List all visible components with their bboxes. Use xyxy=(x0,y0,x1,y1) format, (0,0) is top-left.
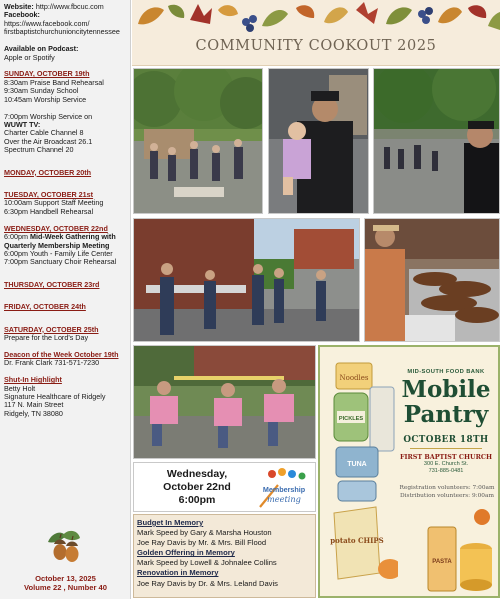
membership-meeting-badge xyxy=(256,467,312,509)
facebook-link[interactable]: https://www.facebook.com/ xyxy=(4,19,90,28)
memorial-entry: Mark Speed by Lowell & Johnalee Collins xyxy=(137,558,277,568)
cookout-photo-food-table xyxy=(364,218,500,342)
facebook-link-cont[interactable]: firstbaptistchurchunioncitytennessee xyxy=(4,28,120,37)
meeting-datetime xyxy=(138,468,256,508)
schedule-item-bold: Quarterly Membership Meeting xyxy=(4,241,110,250)
podcast-label: Available on Podcast: xyxy=(4,45,79,54)
schedule-item: Prepare for the Lord's Day xyxy=(4,333,89,342)
meeting-announcement xyxy=(133,462,316,512)
deacon-name: Dr. Frank Clark 731-571-7230 xyxy=(4,359,100,368)
budget-heading: Budget In Memory xyxy=(137,518,204,527)
noodles-label: Noodles xyxy=(339,374,369,382)
website-link[interactable]: http://www.fbcuc.com xyxy=(35,3,104,11)
podcast-services: Apple or Spotify xyxy=(4,53,55,62)
schedule-item: 7:00pm Sanctuary Choir Rehearsal xyxy=(4,258,117,267)
shutin-line: Signature Healthcare of Ridgely xyxy=(4,393,106,401)
cookout-photo-serving xyxy=(133,218,360,342)
pasta-label: PASTA xyxy=(432,559,452,565)
facebook-label: Facebook: xyxy=(4,11,40,20)
pantry-church: FIRST BAPTIST CHURCH xyxy=(399,453,493,461)
shutin-line: 117 N. Main Street xyxy=(4,401,64,410)
pantry-title-line2: Pantry xyxy=(403,401,489,428)
schedule-time: 6:00pm xyxy=(4,233,28,242)
deacon-heading: Deacon of the Week October 19th xyxy=(4,350,119,359)
registration-time: Registration volunteers: 7:00am xyxy=(399,485,495,491)
website-label: Website: xyxy=(4,3,34,11)
pantry-title-line1: Mobile xyxy=(401,376,491,403)
chips-label: potato CHIPS xyxy=(330,536,384,545)
autumn-leaves-decoration xyxy=(132,0,500,40)
schedule-item: 6:30pm Handbell Rehearsal xyxy=(4,207,94,216)
shutin-line: Betty Holt xyxy=(4,384,36,393)
shutin-line: Ridgely, TN 38080 xyxy=(4,409,63,418)
tuna-label: TUNA xyxy=(347,461,367,468)
sunday-heading: SUNDAY, OCTOBER 19th xyxy=(4,70,90,79)
tuesday-heading: TUESDAY, OCTOBER 21st xyxy=(4,191,94,199)
schedule-item: 10:00am Support Staff Meeting xyxy=(4,199,104,208)
schedule-item: 8:30am Praise Band Rehearsal xyxy=(4,78,104,87)
cookout-banner xyxy=(132,0,500,66)
cookout-photo-father-baby xyxy=(268,68,369,214)
tv-item: Spectrum Channel 20 xyxy=(4,146,74,155)
pantry-goods-illustration xyxy=(426,505,496,597)
wednesday-heading: WEDNESDAY, OCTOBER 22nd xyxy=(4,224,108,233)
shutin-heading: Shut-In Highlight xyxy=(4,376,62,385)
cookout-photo-crowd xyxy=(133,68,263,214)
memorial-entry: Joe Ray Davis by Mr. & Mrs. Bill Flood xyxy=(137,538,267,548)
schedule-item: 9:30am Sunday School xyxy=(4,87,79,96)
golden-heading: Golden Offering in Memory xyxy=(137,548,235,558)
banner-title: COMMUNITY COOKOUT 2025 xyxy=(195,38,437,54)
thursday-heading: THURSDAY, OCTOBER 23rd xyxy=(4,280,100,289)
monday-heading: MONDAY, OCTOBER 20th xyxy=(4,168,92,177)
memorial-entry: Mark Speed by Gary & Marsha Houston xyxy=(137,528,272,538)
schedule-item: 10:45am Worship Service xyxy=(4,95,87,104)
mobile-pantry-flyer xyxy=(318,345,500,598)
groceries-illustration xyxy=(320,347,398,597)
schedule-item: 6:00pm Youth - Family Life Center xyxy=(4,249,113,258)
cookout-photo-seated-ladies xyxy=(133,345,316,459)
tv-item: Over the Air Broadcast 26.1 xyxy=(4,137,93,146)
meeting-date: October 22nd xyxy=(163,481,231,494)
pantry-divider xyxy=(410,448,482,449)
cookout-photo-line xyxy=(373,68,500,214)
pantry-volunteer-times xyxy=(394,484,500,500)
saturday-heading: SATURDAY, OCTOBER 25th xyxy=(4,325,99,334)
pantry-organization: MID-SOUTH FOOD BANK xyxy=(407,369,485,375)
pantry-phone: 731-885-0481 xyxy=(428,468,464,474)
memorials-box xyxy=(133,514,316,598)
pantry-address: 300 E. Church St. xyxy=(423,461,469,467)
badge-line2: meeting xyxy=(267,494,301,504)
schedule-item-bold: Mid-Week Gathering with xyxy=(29,233,116,242)
badge-line1: Membership xyxy=(262,485,306,494)
issue-volume: Volume 22 , Number 40 xyxy=(24,583,107,592)
sidebar xyxy=(0,0,131,599)
wuwt-label: WUWT TV: xyxy=(4,120,41,129)
acorn-icon xyxy=(40,524,86,570)
friday-heading: FRIDAY, OCTOBER 24th xyxy=(4,303,86,312)
distribution-time: Distribution volunteers: 9:00am xyxy=(400,493,494,499)
renovation-heading: Renovation in Memory xyxy=(137,568,219,578)
issue-date: October 13, 2025 xyxy=(35,574,96,583)
schedule-item: 7:00pm Worship Service on xyxy=(4,112,93,121)
pantry-date: OCTOBER 18TH xyxy=(403,435,489,445)
tv-item: Charter Cable Channel 8 xyxy=(4,129,84,138)
meeting-time: 6:00pm xyxy=(178,494,216,507)
pickles-label: PICKLES xyxy=(338,416,364,422)
meeting-day: Wednesday, xyxy=(166,468,228,480)
memorial-entry: Joe Ray Davis by Dr. & Mrs. Leland Davis xyxy=(137,578,278,588)
issue-info xyxy=(0,574,131,592)
